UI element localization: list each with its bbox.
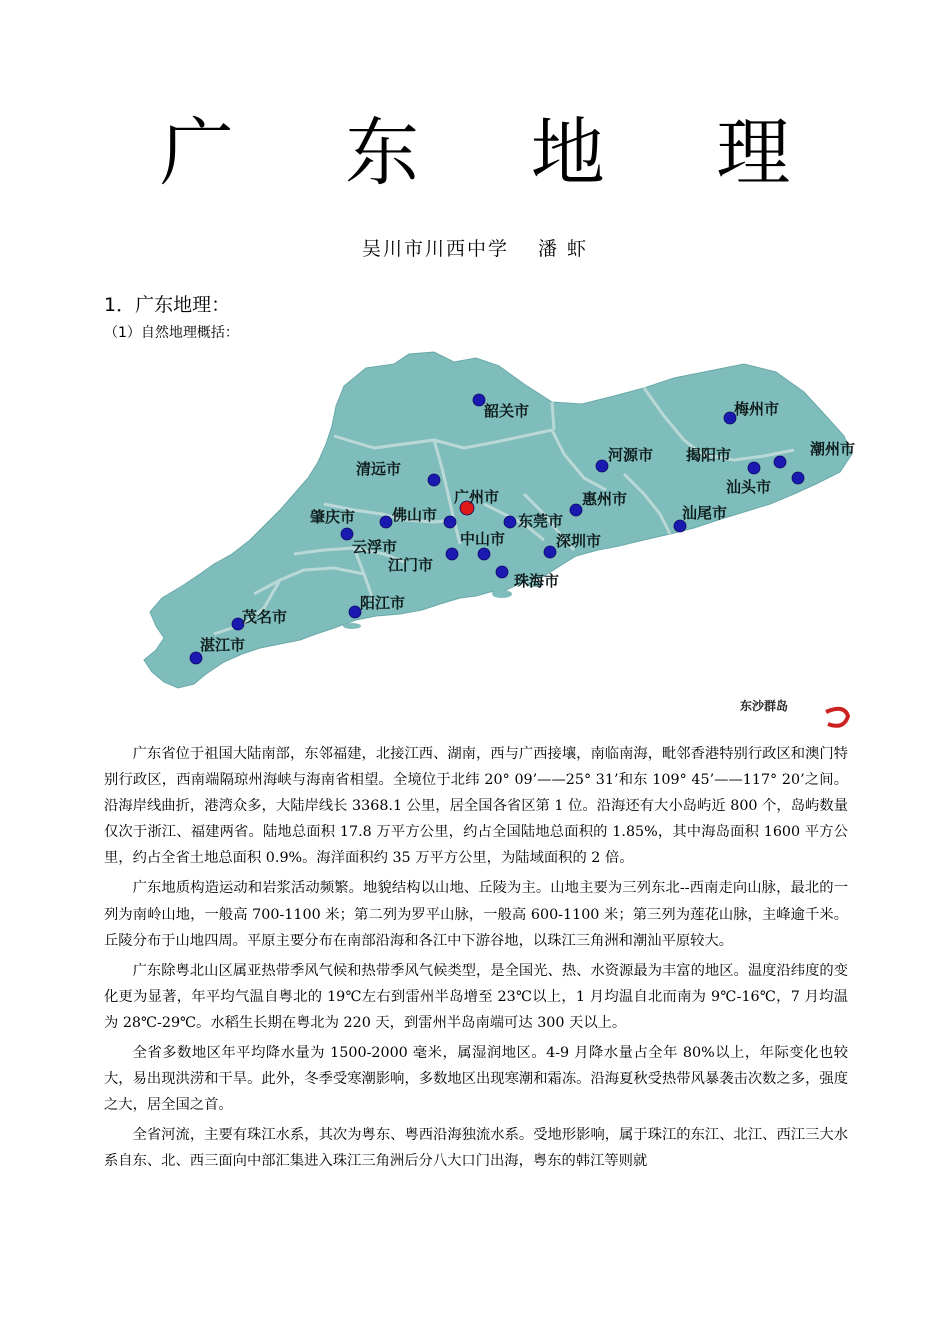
body-text	[104, 741, 848, 1179]
dongsha-label: 东沙群岛	[740, 699, 789, 713]
city-label: 河源市	[608, 446, 654, 464]
city-label: 揭阳市	[686, 446, 732, 464]
section-heading: 1．广东地理：	[104, 294, 231, 316]
city-marker	[478, 548, 490, 560]
city-marker	[570, 504, 582, 516]
city-label: 佛山市	[392, 506, 438, 524]
city-label: 江门市	[388, 556, 434, 574]
city-label: 珠海市	[514, 572, 560, 590]
paragraph: 广东地质构造运动和岩浆活动频繁。地貌结构以山地、丘陵为主。山地主要为三列东北--西南走向山脉，最北的一列为南岭山地，一般高 700-1100 米；第二列为罗平山脉，一般高 600-1100 米；第三列为莲花山脉，主峰逾千米。丘陵分布于山地四周。平原主要分布在南部沿海和各江中下游谷地，以珠江三角洲和潮汕平原较大。	[104, 880, 848, 949]
city-marker	[496, 566, 508, 578]
city-label: 潮州市	[810, 440, 856, 458]
city-marker	[504, 516, 516, 528]
city-label: 东莞市	[518, 512, 564, 530]
city-marker	[596, 460, 608, 472]
city-label: 茂名市	[242, 608, 288, 626]
city-label: 深圳市	[556, 532, 602, 550]
city-marker	[544, 546, 556, 558]
dongsha-mark	[826, 709, 848, 726]
paragraph: 全省多数地区年平均降水量为 1500-2000 毫米，属湿润地区。4-9 月降水量占全年 80%以上，年际变化也较大，易出现洪涝和干旱。此外，冬季受寒潮影响，多数地区出现寒潮和霜冻。沿海夏秋受热带风暴袭击次数之多，强度之大，居全国之首。	[104, 1045, 848, 1114]
city-label: 肇庆市	[310, 508, 356, 526]
city-marker	[446, 548, 458, 560]
city-label: 汕尾市	[682, 504, 728, 522]
city-marker	[380, 516, 392, 528]
author-line: 吴川市川西中学 潘 虾	[361, 238, 589, 260]
city-marker	[444, 516, 456, 528]
city-label: 韶关市	[484, 402, 530, 420]
city-marker	[792, 472, 804, 484]
paragraph: 全省河流，主要有珠江水系，其次为粤东、粤西沿海独流水系。受地形影响，属于珠江的东江、北江、西江三大水系自东、北、西三面向中部汇集进入珠江三角洲后分八大口门出海，粤东的韩江等则就	[104, 1127, 848, 1170]
island	[343, 623, 361, 629]
page-title: 广 东 地 理	[159, 110, 835, 196]
paragraph: 广东省位于祖国大陆南部，东邻福建，北接江西、湖南，西与广西接壤，南临南海，毗邻香港特别行政区和澳门特别行政区，西南端隔琼州海峡与海南省相望。全境位于北纬 20° 09’——25° 31’和东 109° 45’——117° 20’之间。沿海岸线曲折，港湾众多，大陆岸线长 3368.1 公里，居全国各省区第 1 位。沿海还有大小岛屿近 800 个，岛屿数量仅次于浙江、福建两省。陆地总面积 17.8 万平方公里，约占全国陆地总面积的 1.85%，其中海岛面积 1600 平方公里，约占全省土地总面积 0.9%。海洋面积约 35 万平方公里，为陆域面积的 2 倍。	[104, 746, 848, 867]
subsection-heading: （1）自然地理概括：	[104, 325, 239, 341]
map-svg	[104, 344, 874, 734]
city-label: 阳江市	[360, 594, 406, 612]
city-label: 清远市	[356, 460, 402, 478]
city-label: 云浮市	[352, 538, 398, 556]
city-marker	[428, 474, 440, 486]
city-label: 惠州市	[582, 490, 628, 508]
city-label: 梅州市	[734, 400, 780, 418]
paragraph: 广东除粤北山区属亚热带季风气候和热带季风气候类型，是全国光、热、水资源最为丰富的地区。温度沿纬度的变化更为显著，年平均气温自粤北的 19℃左右到雷州半岛增至 23℃以上，1 月均温自北而南为 9℃-16℃，7 月均温为 28℃-29℃。水稻生长期在粤北为 220 天，到雷州半岛南端可达 300 天以上。	[104, 962, 848, 1031]
city-label: 广州市	[454, 488, 500, 506]
city-label: 汕头市	[726, 478, 772, 496]
city-label: 中山市	[460, 530, 506, 548]
guangdong-map	[104, 344, 874, 734]
city-marker	[748, 462, 760, 474]
city-label: 湛江市	[200, 636, 246, 654]
city-marker	[774, 456, 786, 468]
island	[492, 590, 512, 598]
